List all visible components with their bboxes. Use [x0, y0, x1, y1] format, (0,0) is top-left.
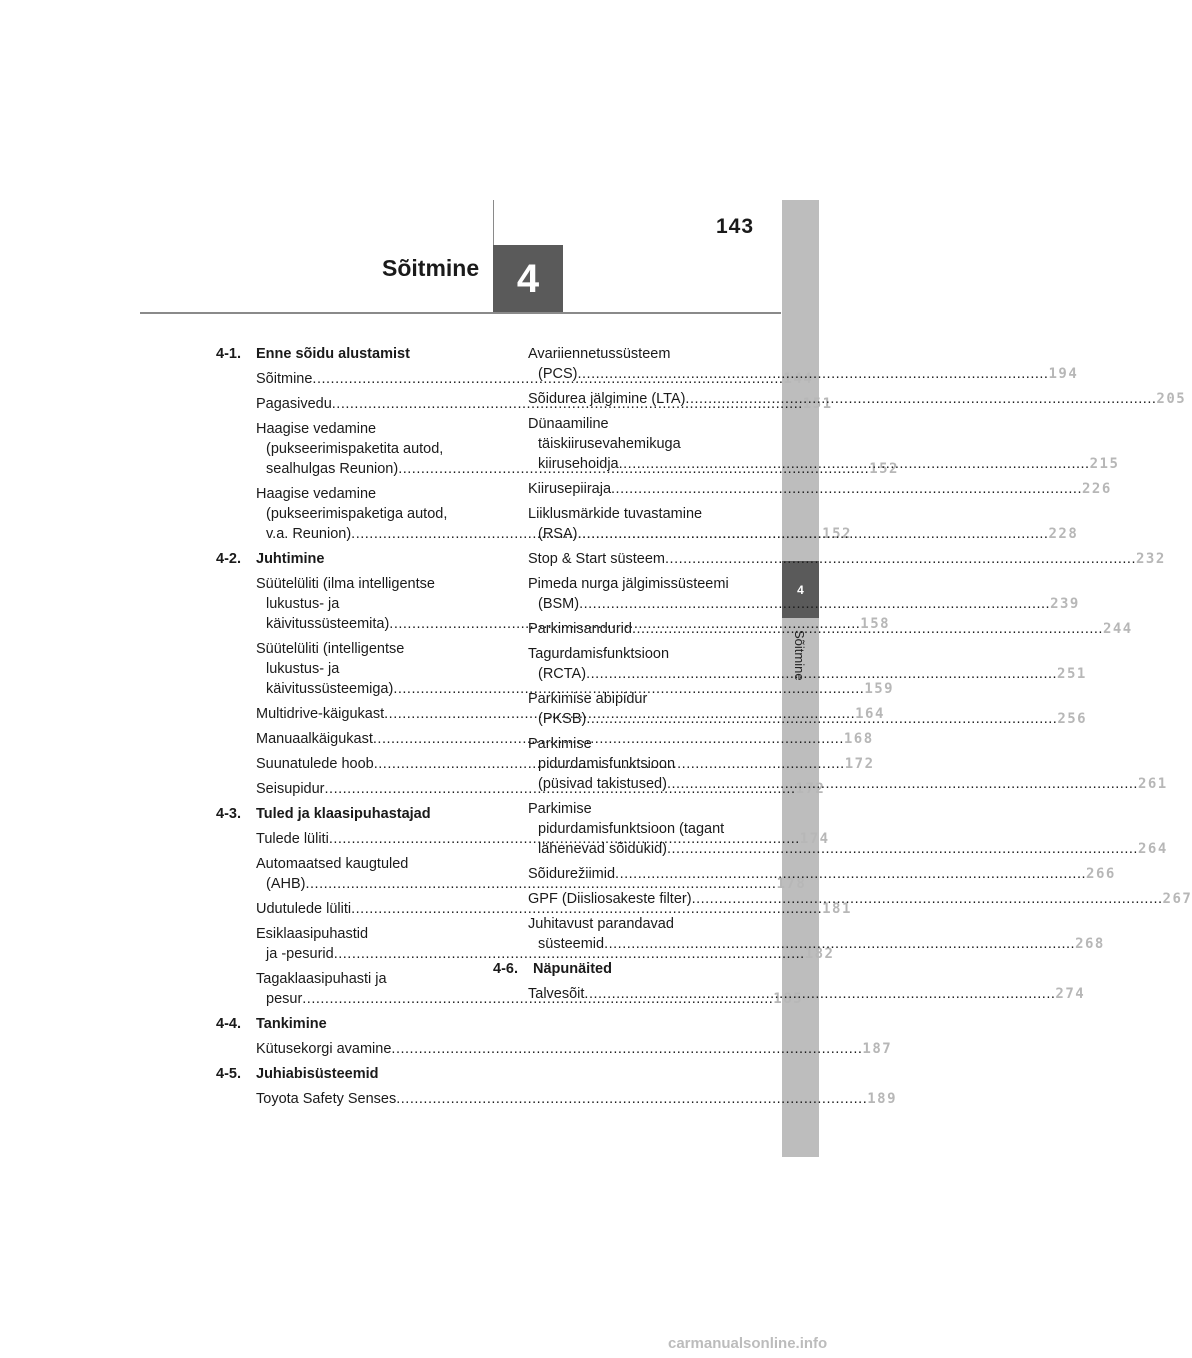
toc-page-link[interactable]: 261: [1137, 776, 1168, 792]
leader-dots: [586, 666, 1057, 682]
toc-page-link[interactable]: 267: [1162, 891, 1192, 907]
toc-section-number: 4-4.: [216, 1016, 241, 1032]
toc-entry-title: (AHB): [266, 876, 306, 892]
toc-page-link[interactable]: 266: [1086, 866, 1116, 882]
toc-entry[interactable]: [256, 1039, 893, 1059]
toc-entry-title: Sõitmine: [256, 371, 313, 387]
toc-section-heading: [216, 1014, 464, 1034]
toc-entry-title: sealhulgas Reunion): [266, 461, 399, 477]
toc-entry-title: Kütusekorgi avamine: [256, 1041, 392, 1057]
toc-entry-text: Parkimise: [528, 736, 592, 752]
toc-entry-text: Süütelüliti (intelligentse: [256, 641, 405, 657]
watermark: carmanualsonline.info: [668, 1335, 828, 1352]
toc-entry-title: Sõidurea jälgimine (LTA): [528, 391, 686, 407]
toc-section-title: Enne sõidu alustamist: [256, 346, 410, 362]
toc-entry-title: kiirusehoidja: [538, 456, 619, 472]
toc-page-link[interactable]: 239: [1050, 596, 1080, 612]
toc-entry-title: süsteemid: [538, 936, 605, 952]
leader-dots: [615, 864, 1086, 884]
toc-page-link[interactable]: 159: [864, 681, 895, 697]
header-rule: [140, 312, 781, 314]
toc-entry-title: Seisupidur: [256, 781, 325, 797]
toc-entry-text: Parkimise abipidur: [528, 691, 648, 707]
toc-entry-leader-line: [256, 1089, 898, 1109]
toc-entry-text: Juhitavust parandavad: [528, 916, 674, 932]
toc-entry-leader-line: [528, 664, 1087, 684]
toc-entry-title: (BSM): [538, 596, 580, 612]
leader-dots: [577, 526, 1048, 542]
toc-entry[interactable]: [528, 574, 1080, 614]
toc-page-link[interactable]: 244: [1102, 621, 1133, 637]
toc-entry-title: pesur: [266, 991, 303, 1007]
header-divider: [493, 200, 494, 246]
toc-page-link[interactable]: 181: [822, 901, 852, 917]
leader-dots: [577, 366, 1048, 382]
leader-dots: [611, 479, 1082, 499]
toc-entry-title: Manuaalkäigukast: [256, 731, 373, 747]
toc-page-link[interactable]: 232: [1136, 551, 1166, 567]
toc-page-link[interactable]: 189: [867, 1091, 898, 1107]
toc-entry-title: Udutulede lüliti: [256, 901, 352, 917]
toc-page-link[interactable]: 268: [1075, 936, 1105, 952]
toc-entry-title: Parkimisandurid: [528, 621, 632, 637]
toc-entry-title: Tulede lüliti: [256, 831, 329, 847]
toc-entry-text: Esiklaasipuhastid: [256, 926, 369, 942]
leader-dots: [632, 619, 1103, 639]
toc-page-link[interactable]: 226: [1082, 481, 1112, 497]
toc-section-title: Juhtimine: [256, 551, 325, 567]
toc-entry[interactable]: [256, 1089, 898, 1109]
toc-page-link[interactable]: 152: [869, 461, 899, 477]
toc-entry-text: lukustus- ja: [266, 661, 340, 677]
toc-entry[interactable]: [528, 549, 1166, 569]
toc-entry-title: Stop & Start süsteem: [528, 551, 666, 567]
toc-page-link[interactable]: 172: [844, 756, 875, 772]
toc-page-link[interactable]: 264: [1137, 841, 1168, 857]
toc-section-heading: [216, 804, 464, 824]
toc-entry-title: Multidrive-käigukast: [256, 706, 385, 722]
side-tab-chapter[interactable]: 4: [782, 561, 819, 618]
toc-section-title: Tuled ja klaasipuhastajad: [256, 806, 431, 822]
leader-dots: [391, 1039, 862, 1059]
toc-page-link[interactable]: 144: [783, 371, 814, 387]
toc-page-link[interactable]: 256: [1057, 711, 1088, 727]
toc-entry-text: Pimeda nurga jälgimissüsteemi: [528, 576, 729, 592]
toc-entry-text: Dünaamiline: [528, 416, 609, 432]
toc-entry-title: (RCTA): [538, 666, 587, 682]
toc-entry-text: Liiklusmärkide tuvastamine: [528, 506, 703, 522]
toc-entry-text: lukustus- ja: [266, 596, 340, 612]
leader-dots: [604, 936, 1075, 952]
page-number: 143: [716, 215, 755, 238]
leader-dots: [584, 984, 1055, 1004]
toc-section-number: 4-1.: [216, 346, 241, 362]
toc-section-heading: [216, 1064, 464, 1084]
leader-dots: [579, 596, 1050, 612]
toc-section-title: Näpunäited: [533, 961, 612, 977]
chapter-title: Sõitmine: [382, 255, 480, 281]
toc-entry-title: ja -pesurid: [266, 946, 334, 962]
toc-page-link[interactable]: 178: [776, 876, 807, 892]
leader-dots: [396, 1089, 867, 1109]
toc-section-number: 4-6.: [493, 961, 518, 977]
toc-page-link[interactable]: 158: [860, 616, 891, 632]
toc-page-link[interactable]: 185: [773, 991, 804, 1007]
toc-section-heading: [216, 549, 464, 569]
toc-section-number: 4-3.: [216, 806, 241, 822]
toc-section-title: Tankimine: [256, 1016, 327, 1032]
toc-entry-text: (pukseerimispaketita autod,: [266, 441, 444, 457]
toc-section-heading: [216, 344, 464, 364]
toc-entry-title: (PCS): [538, 366, 578, 382]
toc-entry-title: (püsivad takistused): [538, 776, 667, 792]
toc-entry-title: käivitussüsteemiga): [266, 681, 394, 697]
toc-entry-title: Talvesõit: [528, 986, 585, 1002]
toc-entry-title: Kiirusepiiraja: [528, 481, 612, 497]
toc-entry-leader-line: [528, 549, 1166, 569]
toc-entry-text: täiskiirusevahemikuga: [538, 436, 681, 452]
toc-entry-title: Toyota Safety Senses: [256, 1091, 397, 1107]
toc-entry-title: lähenevad sõidukid): [538, 841, 667, 857]
toc-entry-leader-line: [528, 594, 1080, 614]
toc-page-link[interactable]: 187: [862, 1041, 893, 1057]
toc-entry-title: käivitussüsteemita): [266, 616, 390, 632]
toc-page-link[interactable]: 251: [1057, 666, 1087, 682]
chapter-number-box: 4: [493, 245, 563, 313]
toc-entry-text: pidurdamisfunktsioon: [538, 756, 676, 772]
toc-page-link[interactable]: 205: [1156, 391, 1187, 407]
toc-page-link[interactable]: 151: [802, 396, 833, 412]
leader-dots: [685, 389, 1156, 409]
toc-entry-title: v.a. Reunion): [266, 526, 352, 542]
toc-section-heading: [493, 959, 776, 979]
toc-section-number: 4-5.: [216, 1066, 241, 1082]
toc-entry-text: Parkimise: [528, 801, 592, 817]
toc-entry-title: Pagasivedu: [256, 396, 332, 412]
leader-dots: [667, 841, 1138, 857]
toc-entry-title: (PKSB): [538, 711, 587, 727]
leader-dots: [586, 711, 1057, 727]
toc-section-number: 4-2.: [216, 551, 241, 567]
toc-entry-leader-line: [528, 479, 1112, 499]
toc-page-link[interactable]: 274: [1055, 986, 1086, 1002]
toc-page-link[interactable]: 215: [1089, 456, 1120, 472]
toc-entry-text: Automaatsed kaugtuled: [256, 856, 409, 872]
toc-page-link[interactable]: 228: [1048, 526, 1079, 542]
toc-page-link[interactable]: 164: [855, 706, 885, 722]
leader-dots: [619, 456, 1090, 472]
toc-entry-text: Avariiennetussüsteem: [528, 346, 671, 362]
toc-entry-title: Suunatulede hoob: [256, 756, 374, 772]
toc-entry-title: Sõidurežiimid: [528, 866, 616, 882]
toc-entry[interactable]: [528, 479, 1112, 499]
toc-entry-text: pidurdamisfunktsioon (tagant: [538, 821, 725, 837]
toc-entry-title: (RSA): [538, 526, 578, 542]
leader-dots: [667, 776, 1138, 792]
toc-entry-text: Haagise vedamine: [256, 486, 377, 502]
toc-section-title: Juhiabisüsteemid: [256, 1066, 379, 1082]
toc-page-link[interactable]: 152: [822, 526, 852, 542]
toc-entry-text: (pukseerimispaketiga autod,: [266, 506, 448, 522]
toc-entry-leader-line: [256, 1039, 893, 1059]
toc-page-link[interactable]: 194: [1048, 366, 1079, 382]
toc-entry-title: GPF (Diisliosakeste filter): [528, 891, 692, 907]
toc-page-link[interactable]: 168: [843, 731, 874, 747]
leader-dots: [692, 889, 1163, 909]
toc-page-link[interactable]: 182: [804, 946, 835, 962]
toc-entry-text: Tagaklaasipuhasti ja: [256, 971, 387, 987]
toc-entry-text: Tagurdamisfunktsioon: [528, 646, 670, 662]
leader-dots: [665, 549, 1136, 569]
toc-page-link[interactable]: 172: [795, 781, 826, 797]
toc-entry-text: Süütelüliti (ilma intelligentse: [256, 576, 435, 592]
side-tab-label: Sõitmine: [792, 630, 807, 681]
toc-entry-text: Haagise vedamine: [256, 421, 377, 437]
toc-page-link[interactable]: 174: [799, 831, 830, 847]
